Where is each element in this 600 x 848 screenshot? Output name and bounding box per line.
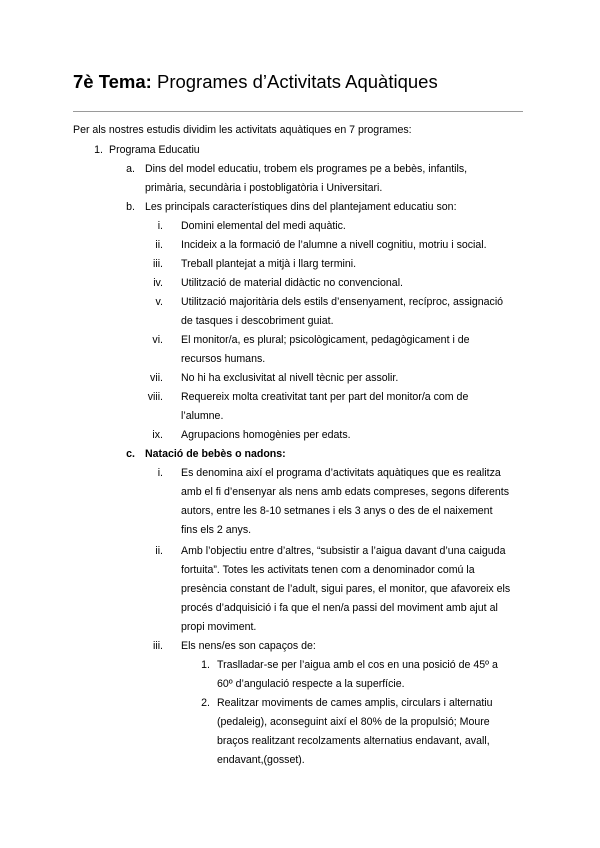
title-divider — [73, 111, 523, 112]
list-marker: ii. — [155, 545, 163, 557]
list-item-text: 60º d’angulació respecte a la superfície. — [217, 678, 405, 690]
list-item-text: Dins del model educatiu, trobem els programes pe a bebès, infantils, — [145, 163, 468, 175]
intro-paragraph: Per als nostres estudis dividim les activitats aquàtiques en 7 programes: — [73, 124, 412, 136]
list-item-text: Requereix molta creativitat tant per part del monitor/a com de — [181, 391, 469, 403]
list-item-text: braços realitzant recolzaments alternatius endavant, avall, — [217, 735, 490, 747]
list-marker: i. — [157, 220, 163, 232]
list-marker: vii. — [150, 372, 163, 384]
list-marker: iv. — [153, 277, 163, 289]
list-marker: iii. — [152, 640, 163, 652]
list-item-text: Treball plantejat a mitjà i llarg termini. — [181, 258, 357, 270]
list-item-text: Domini elemental del medi aquàtic. — [181, 220, 346, 232]
title-prefix: 7è Tema: — [73, 71, 152, 92]
list-item-text: Agrupacions homogènies per edats. — [181, 429, 351, 441]
list-item-text: Incideix a la formació de l’alumne a nivell cognitiu, motriu i social. — [181, 239, 487, 251]
list-item-text: Els nens/es son capaços de: — [181, 640, 316, 652]
list-marker: c. — [126, 448, 135, 460]
list-item-text: No hi ha exclusivitat al nivell tècnic per assolir. — [181, 372, 399, 384]
list-marker: ii. — [155, 239, 163, 251]
list-marker: 2. — [201, 697, 210, 709]
list-item-text: endavant,(gosset). — [217, 754, 305, 766]
subsection-heading: Natació de bebès o nadons: — [145, 448, 286, 460]
list-item-text: autors, entre les 8-10 setmanes i els 3 anys o des de el naixement — [181, 505, 493, 517]
list-item-text: Utilització de material didàctic no convencional. — [181, 277, 403, 289]
title-text: Programes d’Activitats Aquàtiques — [156, 71, 438, 92]
list-item-text: El monitor/a, es plural; psicològicament, pedagògicament i de — [181, 334, 470, 346]
list-item-text: presència constant de l’adult, sigui pares, el monitor, que afavoreix els — [181, 583, 511, 595]
list-marker: 1. — [201, 659, 210, 671]
list-marker: v. — [155, 296, 163, 308]
section-heading: Programa Educatiu — [109, 144, 200, 156]
list-item-text: fins els 2 anys. — [181, 524, 252, 536]
list-item-text: Les principals característiques dins del plantejament educatiu son: — [145, 201, 457, 213]
list-marker: vi. — [152, 334, 163, 346]
list-item-text: propi moviment. — [181, 621, 257, 633]
list-marker: i. — [157, 467, 163, 479]
list-item-text: fortuita”. Totes les activitats tenen com a denominador comú la — [181, 564, 475, 576]
list-item-text: recursos humans. — [181, 353, 266, 365]
list-item-text: l’alumne. — [181, 410, 224, 422]
list-item-text: Utilització majoritària dels estils d’ensenyament, recíproc, assignació — [181, 296, 504, 308]
list-item-text: Es denomina així el programa d’activitats aquàtiques que es realitza — [181, 467, 501, 479]
list-marker: 1. — [94, 144, 103, 156]
list-item-text: (pedaleig), aconseguint així el 80% de la propulsió; Moure — [217, 716, 490, 728]
list-item-text: Traslladar-se per l’aigua amb el cos en una posició de 45º a — [217, 659, 498, 671]
list-marker: viii. — [147, 391, 163, 403]
list-marker: ix. — [152, 429, 163, 441]
list-marker: iii. — [152, 258, 163, 270]
list-item-text: amb el fi d’ensenyar als nens amb edats compreses, segons diferents — [181, 486, 509, 498]
page-title — [73, 70, 438, 94]
list-marker: b. — [126, 201, 135, 213]
list-item-text: de tasques i descobriment guiat. — [181, 315, 334, 327]
list-item-text: procés d’adquisició i fa que el nen/a passi del moviment amb ajut al — [181, 602, 498, 614]
list-item-text: primària, secundària i postobligatòria i Universitari. — [145, 182, 383, 194]
list-item-text: Amb l’objectiu entre d’altres, “subsistir a l’aigua davant d’una caiguda — [181, 545, 506, 557]
list-marker: a. — [126, 163, 135, 175]
list-item-text: Realitzar moviments de cames amplis, circulars i alternatiu — [217, 697, 493, 709]
